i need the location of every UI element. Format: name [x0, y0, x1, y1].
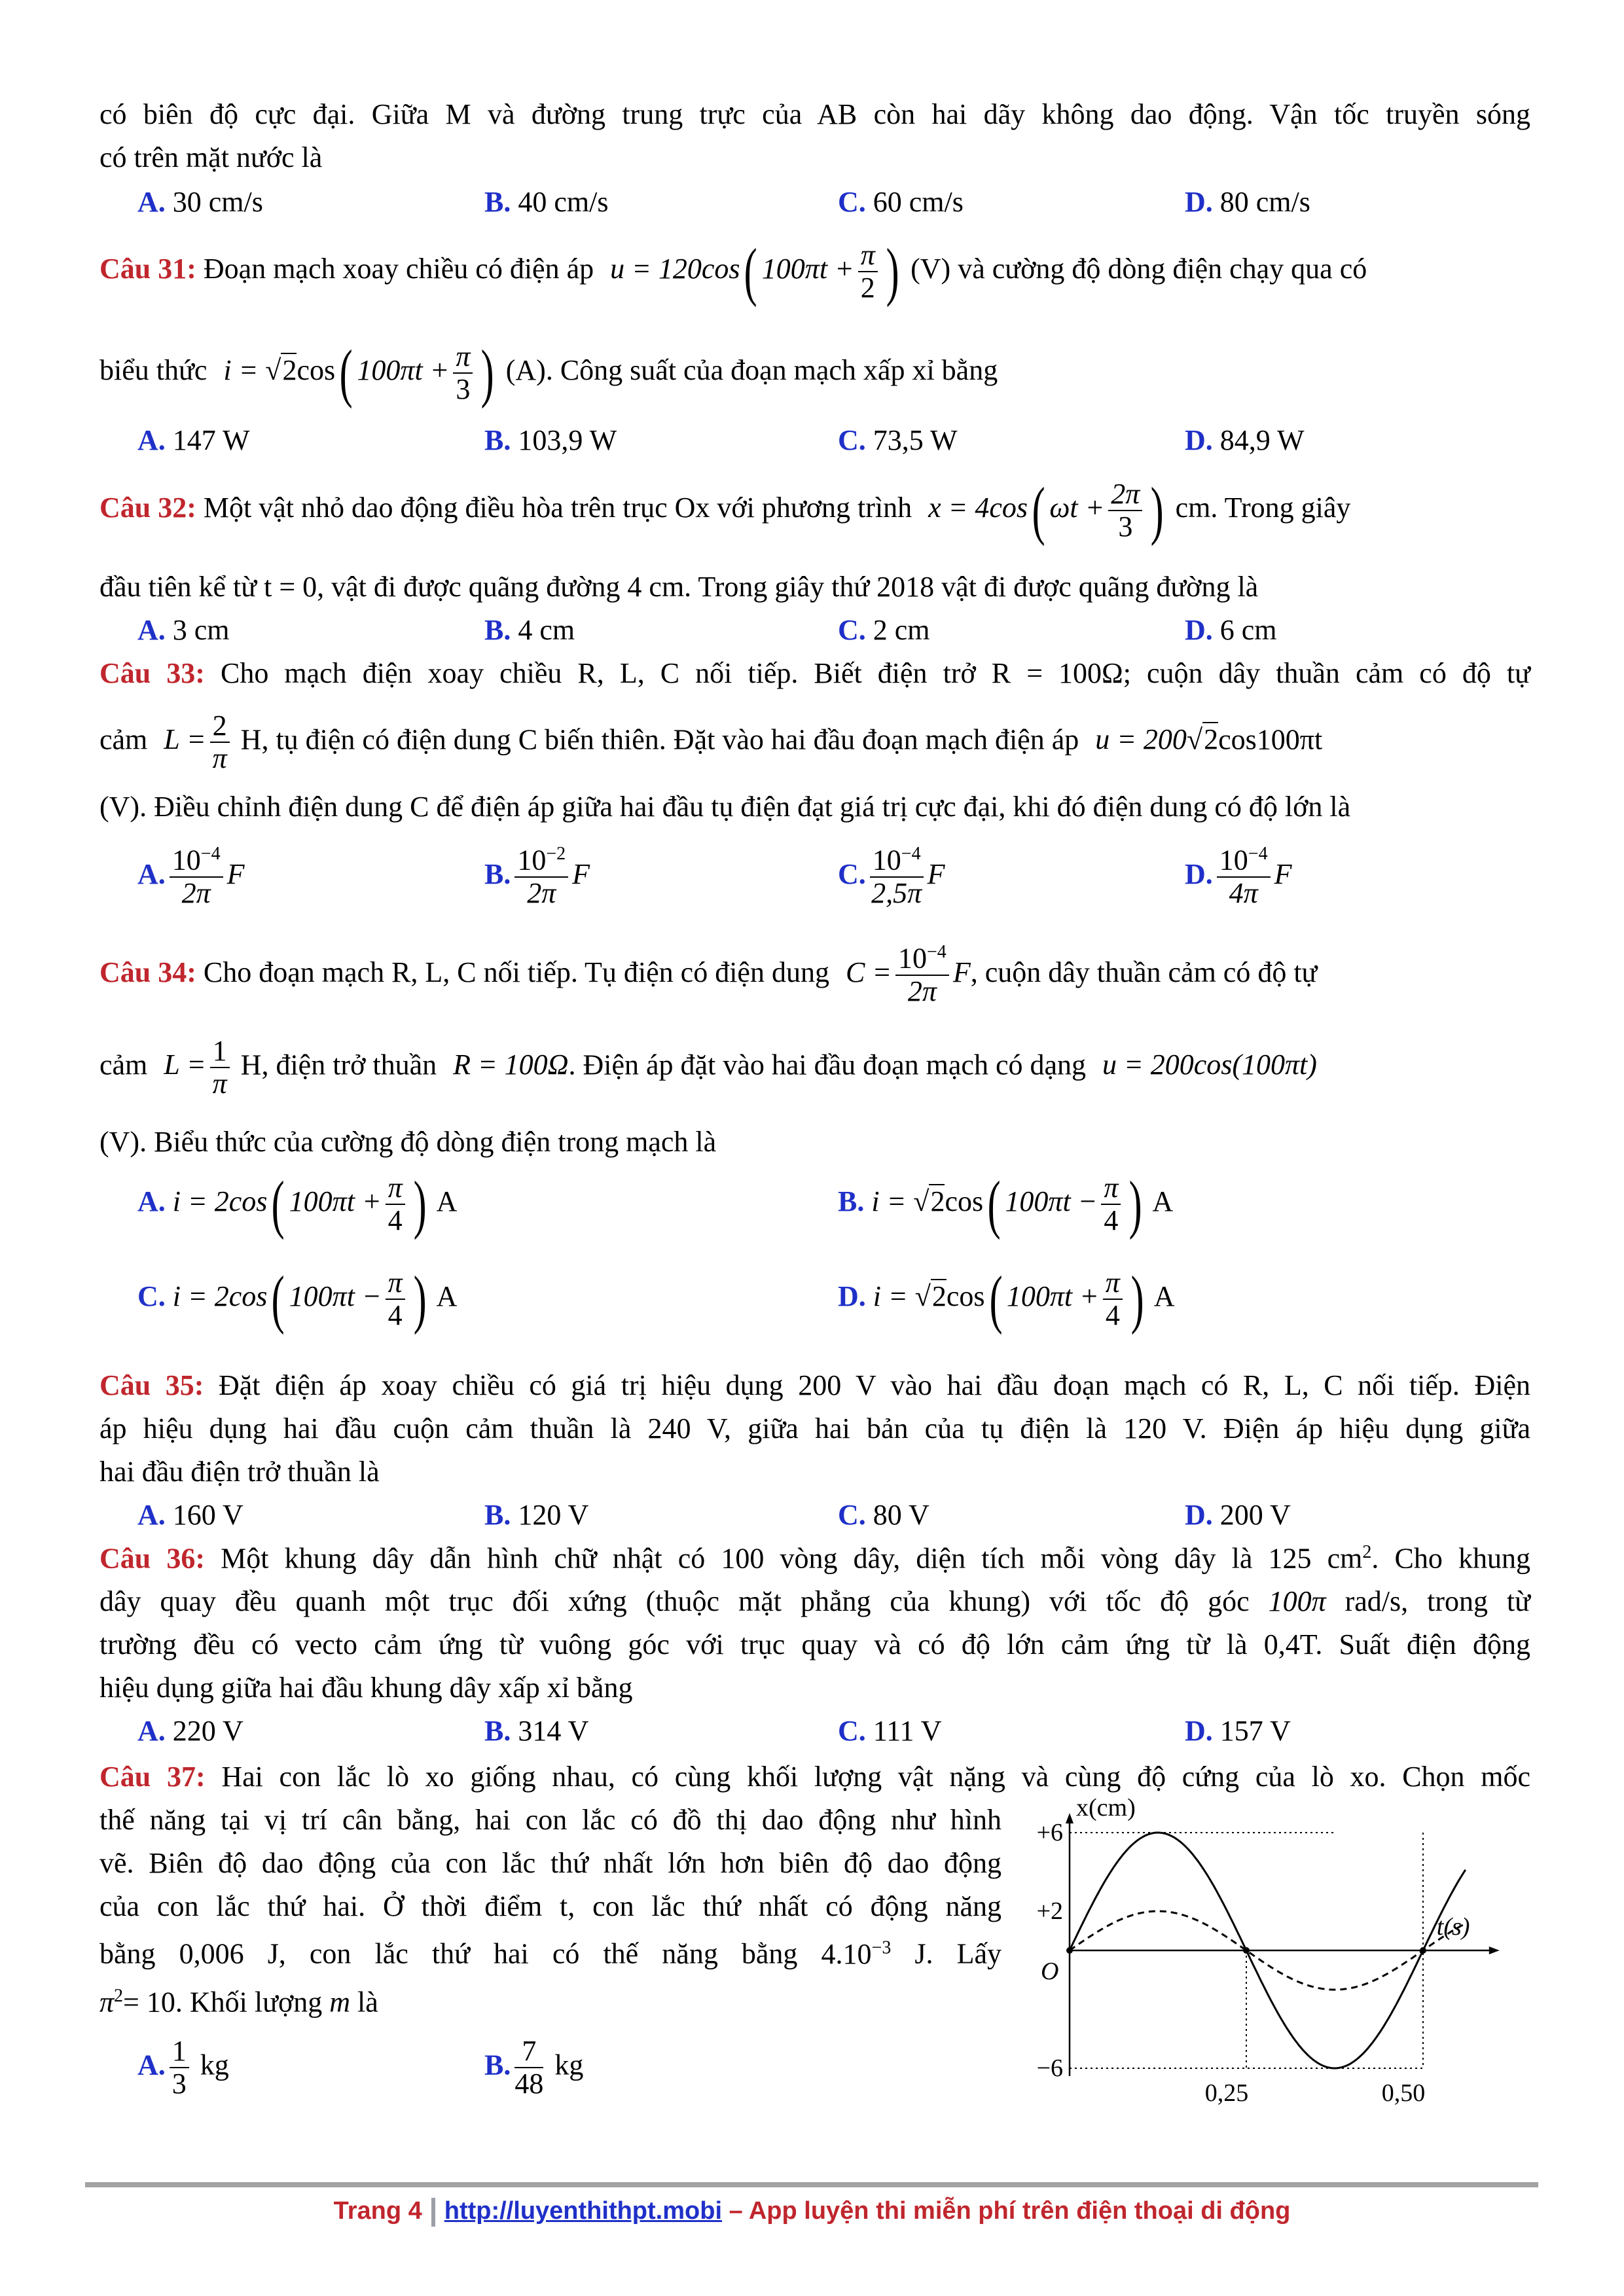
q37-line-4: của con lắc thứ hai. Ở thời điểm t, con lắc thứ nhất có động năng [99, 1890, 1001, 1922]
option-a[interactable]: A. 3 cm [137, 614, 230, 646]
q37-line-6: $\pi^2= 10$. Khối lượng m là [99, 1986, 378, 2018]
q36-line-2: dây quay đều quanh một trục đối xứng (thuộc mặt phẳng của khung) với tốc độ góc 100π rad/s, trong từ [99, 1585, 1531, 1617]
intro-line-1: có biên độ cực đại. Giữa M và đường trung trực của AB còn hai dãy không dao động. Vận tốc truyền sóng [99, 98, 1530, 130]
q31-line-1: Câu 31: Đoạn mạch xoay chiều có điện áp u = 120cos( 100πt + $\frac{\pi}{2}$ ) (V) và cường độ dòng điện chạy qua có [99, 235, 1367, 308]
footer-link[interactable]: http://luyenthithpt.mobi [444, 2197, 722, 2225]
option-d[interactable]: D. i = √2cos( 100πt + $\frac{\pi}{4}$ ) A [838, 1263, 1175, 1335]
option-b[interactable]: B. $\frac{7}{48}$ kg [484, 2035, 584, 2100]
option-d[interactable]: D. 200 V [1185, 1499, 1291, 1531]
origin-label: O [1041, 1958, 1059, 1985]
y-tick-label: −6 [1036, 2054, 1063, 2082]
option-d[interactable]: D. 157 V [1185, 1715, 1291, 1747]
q36-line-4: hiệu dụng giữa hai đầu khung dây xấp xỉ bằng [99, 1672, 633, 1704]
footer [0, 2197, 1624, 2227]
zero-crossing-point-1 [1066, 1947, 1073, 1954]
option-b[interactable]: B. 4 cm [484, 614, 575, 646]
q33-line-1: Câu 33: Cho mạch điện xoay chiều R, L, C nối tiếp. Biết điện trở R = 100Ω; cuộn dây thuần cảm có độ tự [99, 657, 1530, 689]
footer-separator [431, 2198, 435, 2227]
footer-tagline: – App luyện thi miễn phí trên điện thoại di động [729, 2197, 1291, 2225]
q34-line-2: cảm L = $\frac{1}{\pi}$ H, điện trở thuần R = 100Ω. Điện áp đặt vào hai đầu đoạn mạch có dạng u = 200cos(100πt) [99, 1035, 1317, 1100]
option-b[interactable]: B. 40 cm/s [484, 186, 609, 218]
question-label: Câu 34: [99, 956, 196, 988]
q31-line-2: biểu thức i = √2cos( 100πt + $\frac{\pi}{3}$ ) (A). Công suất của đoạn mạch xấp xỉ bằng [99, 336, 998, 409]
option-d[interactable]: D. 6 cm [1185, 614, 1277, 646]
question-label: Câu 31: [99, 253, 196, 285]
x-tick-label: 0,25 [1204, 2079, 1249, 2107]
option-a[interactable]: A. 30 cm/s [137, 186, 263, 218]
y-tick-label: +6 [1036, 1819, 1063, 1846]
option-c[interactable]: C. 80 V [838, 1499, 929, 1531]
option-a[interactable]: A. 147 W [137, 424, 250, 456]
footer-rule [85, 2182, 1538, 2187]
y-tick-label: +2 [1036, 1897, 1063, 1925]
option-c[interactable]: C. 111 V [838, 1715, 942, 1747]
option-c[interactable]: C. 60 cm/s [838, 186, 964, 218]
option-d[interactable]: D. 84,9 W [1185, 424, 1305, 456]
footer-page-number: Trang 4 [333, 2197, 422, 2225]
q33-line-2: cảm L = $\frac{2}{\pi}$ H, tụ điện có điện dung C biến thiên. Đặt vào hai đầu đoạn mạch điện áp u = 200√2cos100πt [99, 709, 1323, 775]
x-axis-arrow [1489, 1946, 1500, 1954]
option-b[interactable]: B. $\frac{10^{-2}}{2\pi}$ F [484, 844, 590, 910]
intro-line-2: có trên mặt nước là [99, 141, 323, 173]
y-axis-arrow [1066, 1813, 1074, 1823]
q34-line-1: Câu 34: Cho đoạn mạch R, L, C nối tiếp. Tụ điện có điện dung C = $\frac{10^{-4}}{2\pi}$ F, cuộn dây thuần cảm có độ tự [99, 942, 1318, 1008]
q32-line-2: đầu tiên kể từ t = 0, vật đi được quãng đường 4 cm. Trong giây thứ 2018 vật đi được quãng đường là [99, 571, 1259, 603]
option-a[interactable]: A. $\frac{1}{3}$ kg [137, 2035, 229, 2100]
q35-line-3: hai đầu điện trở thuần là [99, 1456, 380, 1488]
zero-crossing-point-2 [1243, 1947, 1250, 1954]
option-b[interactable]: B. i = √2cos( 100πt − $\frac{\pi}{4}$ ) A [838, 1168, 1174, 1240]
option-c[interactable]: C. i = 2cos( 100πt − $\frac{\pi}{4}$ ) A [137, 1263, 458, 1335]
question-label: Câu 32: [99, 492, 196, 524]
oscillation-graph [1013, 1794, 1511, 2107]
q37-line-1: Câu 37: Hai con lắc lò xo giống nhau, có cùng khối lượng vật nặng và cùng độ cứng của lò xo. Chọn mốc [99, 1761, 1531, 1793]
q37-line-3: vẽ. Biên độ dao động của con lắc thứ nhất lớn hơn biên độ dao động [99, 1847, 1001, 1879]
q36-line-3: trường đều có vecto cảm ứng từ vuông góc với trục quay và có độ lớn cảm ứng từ là 0,4T. Suất điện động [99, 1628, 1530, 1660]
zero-crossing-point-3 [1420, 1947, 1426, 1954]
q37-line-5: bằng 0,006 J, con lắc thứ hai có thế năng bằng $4.10^{-3}$ J. Lấy [99, 1937, 1002, 1970]
q33-line-3: (V). Điều chỉnh điện dung C để điện áp giữa hai đầu tụ điện đạt giá trị cực đại, khi đó điện dung có độ lớn là [99, 791, 1351, 823]
x-tick-label: 0,50 [1381, 2079, 1426, 2107]
option-b[interactable]: B. 314 V [484, 1715, 589, 1747]
option-c[interactable]: C. 73,5 W [838, 424, 958, 456]
chart-axes [1066, 1813, 1500, 2076]
option-d[interactable]: D. 80 cm/s [1185, 186, 1310, 218]
option-a[interactable]: A. 220 V [137, 1715, 244, 1747]
q35-line-1: Câu 35: Đặt điện áp xoay chiều có giá trị hiệu dụng 200 V vào hai đầu đoạn mạch có R, L, C nối tiếp. Điện [99, 1369, 1530, 1401]
q34-line-3: (V). Biểu thức của cường độ dòng điện trong mạch là [99, 1126, 717, 1158]
y-axis-label: x(cm) [1076, 1794, 1136, 1821]
option-c[interactable]: C. 2 cm [838, 614, 930, 646]
option-a[interactable]: A. i = 2cos( 100πt + $\frac{\pi}{4}$ ) A [137, 1168, 458, 1240]
option-c[interactable]: C. $\frac{10^{-4}}{2,5\pi}$ F [838, 844, 945, 910]
option-d[interactable]: D. $\frac{10^{-4}}{4\pi}$ F [1185, 844, 1292, 910]
option-a[interactable]: A. 160 V [137, 1499, 244, 1531]
q37-line-2: thế năng tại vị trí cân bằng, hai con lắc có đồ thị dao động như hình [99, 1804, 1001, 1836]
option-b[interactable]: B. 120 V [484, 1499, 589, 1531]
option-b[interactable]: B. 103,9 W [484, 424, 617, 456]
q35-line-2: áp hiệu dụng hai đầu cuộn cảm thuần là 240 V, giữa hai bản của tụ điện là 120 V. Điện áp hiệu dụng giữa [99, 1412, 1530, 1444]
option-a[interactable]: A. $\frac{10^{-4}}{2\pi}$ F [137, 844, 245, 910]
q36-line-1: Câu 36: Một khung dây dẫn hình chữ nhật có 100 vòng dây, diện tích mỗi vòng dây là 125 $cm^2$. Cho khung [99, 1542, 1530, 1575]
q32-line-1: Câu 32: Một vật nhỏ dao động điều hòa trên trục Ox với phương trình x = 4cos( ωt + $\frac{2\pi}{3}$ ) cm. Trong giây [99, 474, 1351, 547]
x-axis-label: t(s) [1436, 1913, 1470, 1941]
